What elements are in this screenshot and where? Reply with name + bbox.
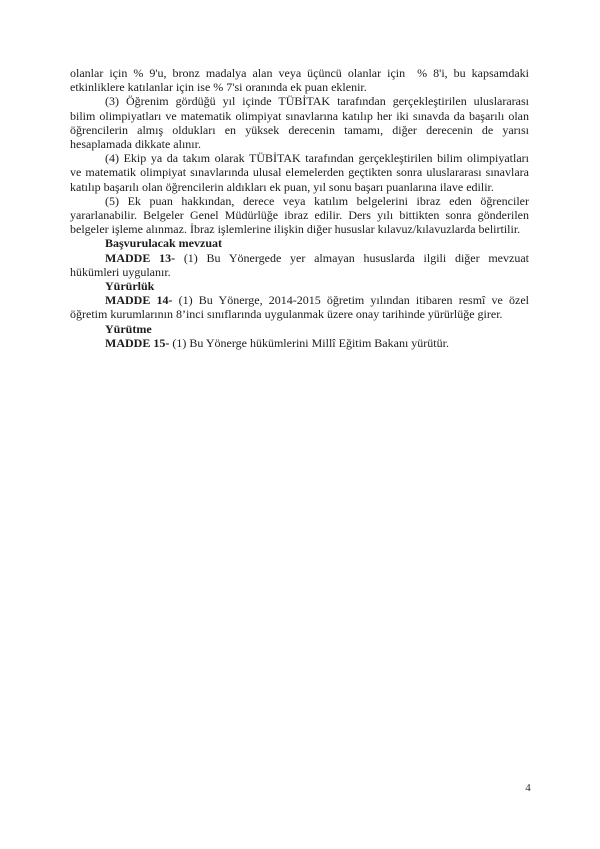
text-line [70,236,529,250]
text-run: katılıp başarılı olan öğrencilerin aldıkları ek puan, yıl sonu başarı puanlarına ilave edilir. [70,179,494,194]
text-line [70,265,529,279]
bold-text-run: Yürütme [105,321,152,336]
page-number: 4 [525,782,531,794]
text-run: (5) Ek puan hakkından, derece veya katılım belgelerini ibraz eden öğrenciler [105,193,529,208]
text-run: (4) Ekip ya da takım olarak TÜBİTAK tarafından gerçekleştirilen bilim olimpiyatları [105,151,529,166]
text-line [70,151,529,165]
text-line [70,208,529,222]
text-run: etkinliklere katılanlar için ise % 7'si oranında ek puan eklenir. [70,80,367,95]
heading-yururluk [70,279,529,293]
paragraph-madde-13 [70,251,529,279]
text-run: bilim olimpiyatları ve matematik olimpiyat sınavlarına katılıp her iki sınavda da başarılı olan [70,108,529,123]
text-line [70,194,529,208]
bold-text-run: MADDE 13- [105,250,184,265]
text-line [70,322,529,336]
text-line [70,66,529,80]
paragraph-continued [70,66,529,94]
text-line [70,94,529,108]
text-line [70,251,529,265]
text-line [70,80,529,94]
text-run: (1) Bu Yönerge hükümlerini Millî Eğitim Bakanı yürütür. [172,335,449,350]
text-line [70,180,529,194]
text-run: (1) Bu Yönergede yer almayan hususlarda ilgili diğer mevzuat [183,250,529,265]
bold-text-run: MADDE 14- [105,293,179,308]
text-line [70,123,529,137]
text-run: ve matematik olimpiyat sınavlarında ulusal elemelerden geçtikten sonra uluslararası sınavlara [70,165,529,180]
bold-text-run: MADDE 15- [105,335,173,350]
paragraph-item-4 [70,151,529,194]
text-run: hesaplamada dikkate alınır. [70,137,201,152]
bold-text-run: Yürürlük [105,279,155,294]
text-line [70,279,529,293]
heading-basvurulacak-mevzuat [70,236,529,250]
heading-yurutme [70,322,529,336]
text-run: olanlar için % 9'u, bronz madalya alan veya üçüncü olanlar için % 8'i, bu kapsamdaki [70,66,529,80]
text-line [70,137,529,151]
text-run: öğrencilerin almış oldukları en yüksek derecenin tamamı, diğer derecenin de yarısı [70,122,529,137]
text-run: (3) Öğrenim gördüğü yıl içinde TÜBİTAK tarafından gerçekleştirilen uluslararası [105,94,529,109]
text-line [70,293,529,307]
text-run: hükümleri uygulanır. [70,264,171,279]
text-run: öğretim kurumlarının 8’inci sınıflarında uygulanmak üzere onay tarihinde yürürlüğe girer. [70,307,503,322]
text-run: (1) Bu Yönerge, 2014-2015 öğretim yılından itibaren resmî ve özel [178,293,530,308]
text-line [70,336,529,350]
text-run: yararlanabilir. Belgeler Genel Müdürlüğe ibraz edilir. Ders yılı bittikten sonra gönderilen [70,208,529,223]
text-line [70,307,529,321]
text-line [70,109,529,123]
document-text-body [70,66,529,350]
paragraph-item-5 [70,194,529,237]
text-line [70,165,529,179]
paragraph-item-3 [70,94,529,151]
bold-text-run: Başvurulacak mevzuat [105,236,222,251]
text-line [70,222,529,236]
text-run: belgeler işleme alınmaz. İbraz işlemlerine ilişkin diğer hususlar kılavuz/kılavuzlarda belirtilir. [70,222,521,237]
paragraph-madde-14 [70,293,529,321]
paragraph-madde-15 [70,336,529,350]
